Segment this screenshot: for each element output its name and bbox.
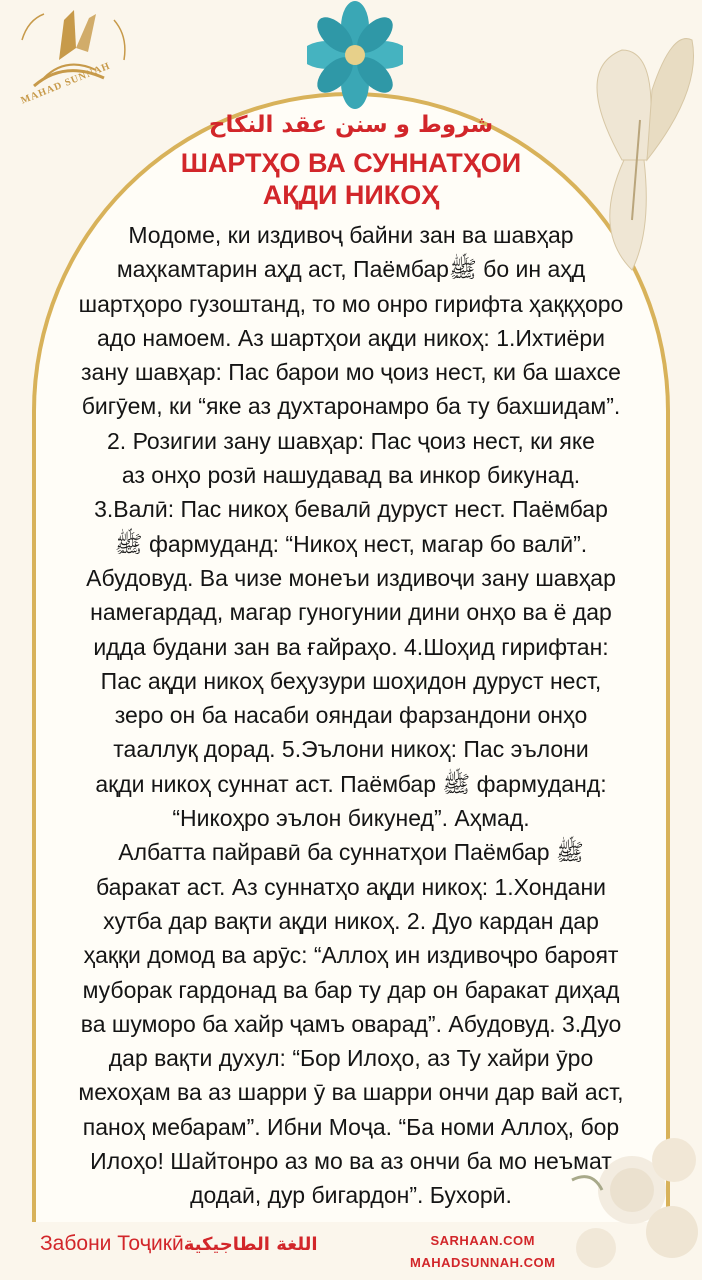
- body-line: ﷺ фармуданд: “Никоҳ нест, магар бо валӣ”.: [114, 530, 588, 557]
- body-line: зеро он ба насаби ояндаи фарзандони онҳо: [114, 702, 588, 729]
- footer-websites: [410, 1230, 555, 1274]
- footer-language-arabic: اللغة الطاجيكية: [183, 1234, 318, 1255]
- body-line: паноҳ мебарам”. Ибни Моҷа. “Ба номи Аллоҳ, бор: [82, 1113, 620, 1140]
- body-line: тааллуқ дорад. 5.Эълони никоҳ: Пас эълони: [113, 736, 589, 763]
- footer-language: [40, 1232, 318, 1256]
- body-line: намегардад, магар гуногунии дини онҳо ва ё дар: [90, 599, 612, 626]
- body-line: ва шуморо ба хайр ҷамъ оварад”. Абудовуд. 3.Дуо: [80, 1010, 622, 1037]
- body-line: идда будани зан ва ғайраҳо. 4.Шоҳид гирифтан:: [93, 633, 609, 660]
- body-line: баракат аст. Аз суннатҳо ақди никоҳ: 1.Хондани: [95, 873, 606, 900]
- footer-site-mahadsunnah: MAHADSUNNAH.COM: [410, 1255, 556, 1270]
- body-line: хутба дар вақти ақди никоҳ. 2. Дуо кардан дар: [103, 907, 599, 934]
- body-line: дар вақти духул: “Бор Илоҳо, аз Ту хайри ӯро: [108, 1045, 594, 1072]
- footer-site-sarhaan: SARHAAN.COM: [430, 1233, 535, 1248]
- body-line: аз онҳо розӣ нашудавад ва инкор бикунад.: [121, 462, 581, 489]
- title-arabic: شروط و سنن عقد النكاح: [208, 112, 494, 138]
- body-line: бигӯем, ки “яке аз духтаронамро ба ту бахшидам”.: [81, 393, 621, 420]
- body-line: муборак гардонад ва бар ту дар он баракат диҳад: [82, 976, 620, 1003]
- body-line: зану шавҳар: Пас барои мо ҷоиз нест, ки ба шахсе: [81, 359, 621, 386]
- body-line: Абудовуд. Ва чизе монеъи издивоҷи зану шавҳар: [86, 564, 616, 591]
- body-line: 3.Валӣ: Пас никоҳ бевалӣ дуруст нест. Паёмбар: [94, 496, 608, 523]
- body-line: маҳкамтарин аҳд аст, Паёмбарﷺ бо ин аҳд: [116, 256, 586, 283]
- title-tajik: [0, 147, 702, 211]
- body-line: ҳаққи домод ва арӯс: “Аллоҳ ин издивоҷро бароят: [83, 942, 619, 969]
- body-line: “Никоҳро эълон бикунед”. Аҳмад.: [172, 805, 530, 832]
- title-tajik-line2: АҚДИ НИКОҲ: [262, 180, 440, 210]
- body-line: Пас ақди никоҳ беҳузури шоҳидон дуруст нест,: [100, 667, 602, 694]
- footer-language-tajik: Забони Тоҷикӣ: [40, 1232, 184, 1255]
- body-line: адо намоем. Аз шартҳои ақди никоҳ: 1.Ихтиёри: [97, 324, 605, 351]
- title-tajik-line1: ШАРТҲО ВА СУННАТҲОИ: [180, 148, 522, 178]
- logo-text: MAHAD SUNNAH: [19, 60, 113, 107]
- body-line: Албатта пайравӣ ба суннатҳои Паёмбар ﷺ: [118, 839, 584, 866]
- body-line: 2. Розигии зану шавҳар: Пас ҷоиз нест, ки яке: [107, 427, 595, 454]
- body-line: Модоме, ки издивоҷ байни зан ва шавҳар: [128, 222, 574, 248]
- body-line: Илоҳо! Шайтонро аз мо ва аз ончи ба мо неъмат: [90, 1148, 612, 1175]
- body-line: додаӣ, дур бигардон”. Бухорӣ.: [190, 1182, 512, 1209]
- body-text: [38, 218, 664, 1213]
- blue-flower-icon: [307, 0, 403, 110]
- body-line: мехоҳам ва аз шарри ӯ ва шарри ончи дар вай аст,: [78, 1079, 624, 1106]
- body-line: шартҳоро гузоштанд, то мо онро гирифта ҳаққҳоро: [78, 290, 624, 317]
- body-line: ақди никоҳ суннат аст. Паёмбар ﷺ фармуданд:: [95, 770, 607, 797]
